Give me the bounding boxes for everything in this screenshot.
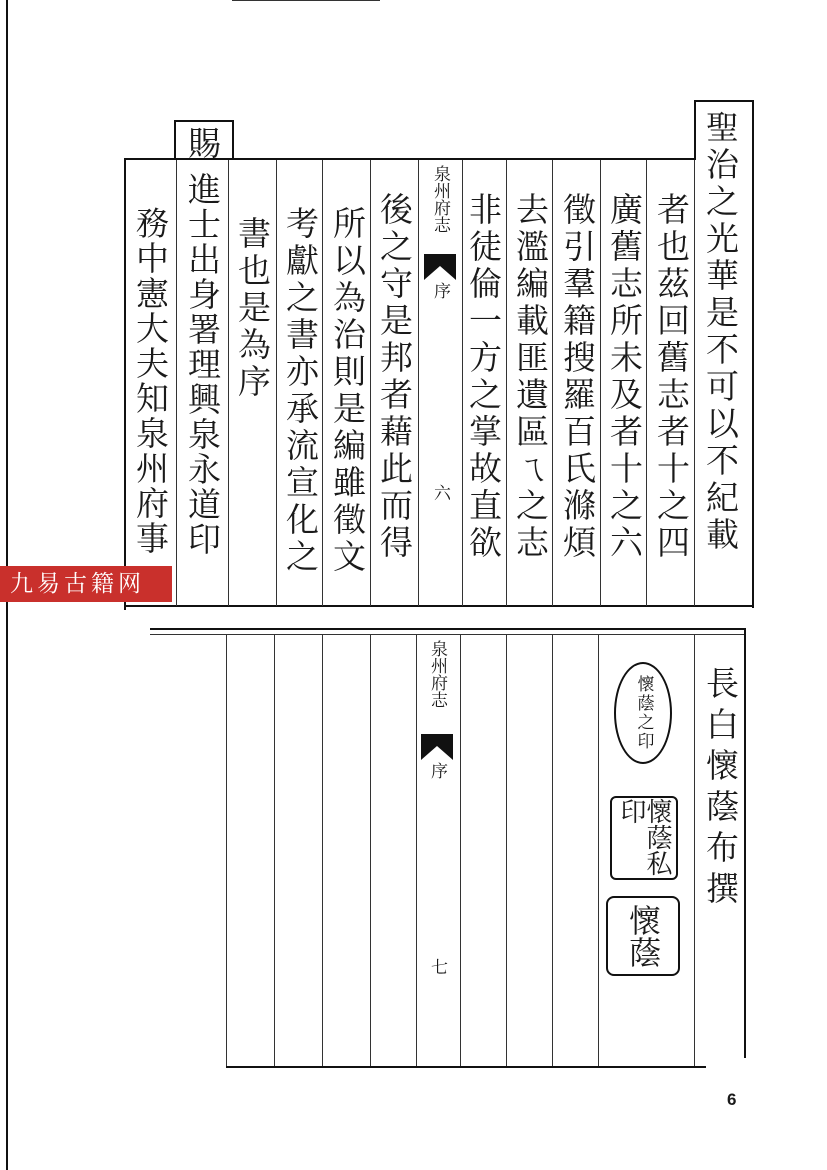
lower-center-book-title: 泉州府志 [427,640,447,708]
lower-divider-9 [274,634,275,1066]
lower-top-rule [150,628,744,630]
upper-bottom-rule [124,605,754,607]
upper-center-page: 六 [430,484,450,501]
lower-right-border [744,628,746,1058]
upper-fishtail-icon [424,254,456,280]
upper-text-column-2: 廣舊志所未及者十之六 [605,192,644,562]
upper-left-border [124,158,126,610]
lower-center-page: 七 [427,958,447,975]
upper-divider-5 [506,160,507,606]
upper-divider-8 [370,160,371,606]
lower-divider-7 [370,634,371,1066]
lower-divider-6 [416,634,417,1066]
upper-divider-9 [322,160,323,606]
lower-top-rule-2 [150,634,744,635]
upper-text-column-9: 書也是為序 [233,216,272,401]
upper-title-column: 聖治之光華是不可以不紀載 [701,110,740,554]
lower-divider-8 [322,634,323,1066]
upper-top-rule-left-bump [174,120,234,122]
upper-text-column-7: 所以為治則是編雖徵文 [328,206,367,576]
upper-top-rule-right-bump [694,100,752,102]
upper-text-column-4: 去濫編載匪遺區ㄟ之志 [511,192,550,562]
lower-divider-1 [694,634,695,1066]
upper-center-book-title: 泉州府志 [430,165,450,233]
lower-center-section: 序 [427,762,447,779]
upper-divider-1 [694,160,695,606]
upper-divider-12 [176,160,177,606]
watermark-banner: 九易古籍网 [0,566,172,602]
upper-right-border [752,100,754,608]
lower-divider-3 [552,634,553,1066]
seal-square-2-icon: 懷蔭 [606,896,680,976]
lower-fishtail-icon [421,734,453,760]
upper-divider-10 [276,160,277,606]
upper-text-column-3: 徵引羣籍搜羅百氏滌煩 [558,192,597,562]
upper-divider-11 [228,160,229,606]
lower-divider-5 [460,634,461,1066]
upper-divider-3 [600,160,601,606]
author-line: 長白懷蔭布撰 [701,666,740,912]
upper-signature-2: 務中憲大夫知泉州府事 [131,206,170,556]
lower-divider-4 [506,634,507,1066]
lower-divider-2 [598,634,599,1066]
upper-right-bump-left [694,100,696,160]
page-top-rule [232,0,380,1]
upper-text-column-1: 者也茲回舊志者十之四 [652,192,691,562]
upper-text-column-8: 考獻之書亦承流宣化之 [281,206,320,576]
upper-signature-1: 進士出身署理興泉永道印 [183,172,222,557]
lower-divider-10 [226,634,227,1066]
upper-divider-2 [646,160,647,606]
upper-raised-character: 賜 [183,126,222,163]
seal-oval-icon: 懷蔭之印 [614,662,672,764]
upper-text-column-5: 非徒倫一方之掌故直欲 [464,192,503,562]
upper-divider-4 [552,160,553,606]
page-number: 6 [727,1090,737,1109]
upper-center-section: 序 [430,282,450,299]
upper-bump-right [232,120,234,160]
upper-bump-left [174,120,176,160]
seal-square-1-icon: 懷蔭私印 [610,796,678,880]
upper-text-column-6: 後之守是邦者藉此而得 [375,192,414,562]
upper-divider-7 [418,160,419,606]
lower-bottom-rule [226,1066,706,1068]
